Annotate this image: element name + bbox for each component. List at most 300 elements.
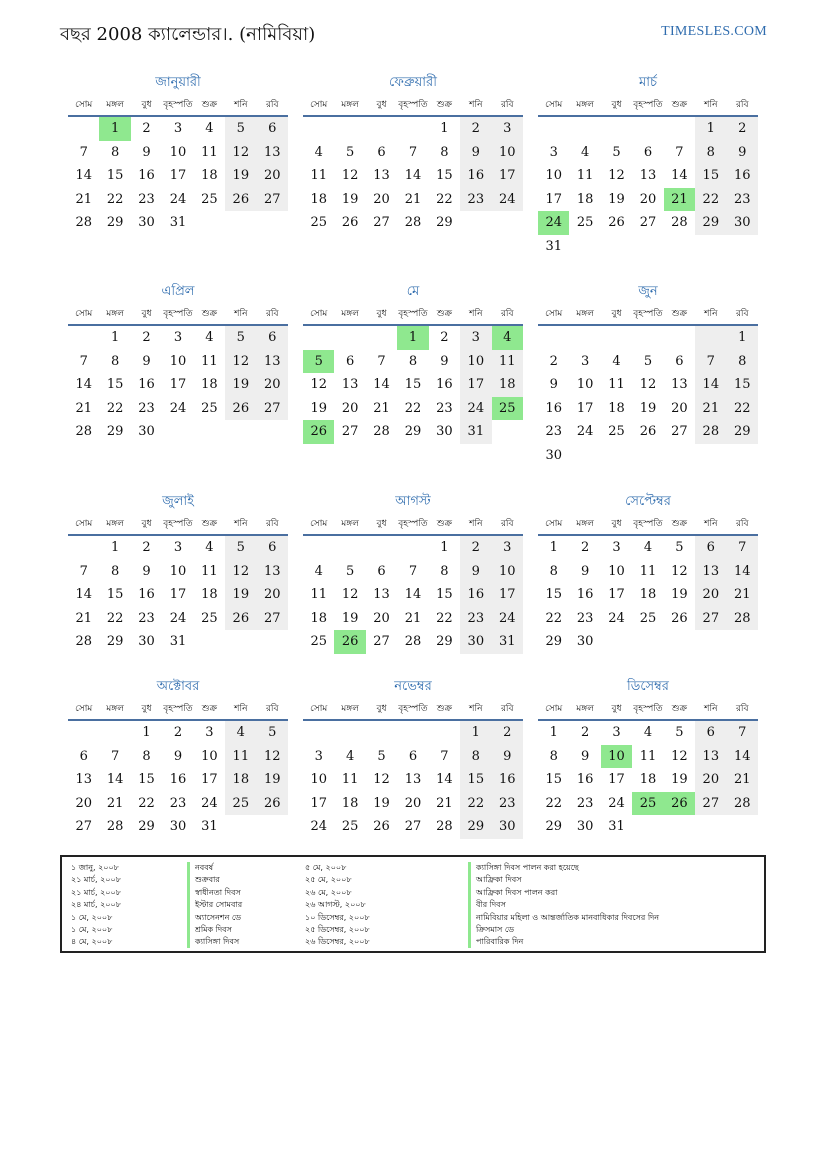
day-cell[interactable]: 26 [639,424,657,440]
day-cell[interactable]: 20 [695,768,726,792]
day-cell[interactable]: 29 [106,424,124,440]
day-cell[interactable]: 1 [110,540,120,556]
day-cell[interactable]: 6 [257,535,288,560]
day-cell[interactable]: 20 [257,373,288,397]
day-cell[interactable]: 20 [404,795,422,811]
day-cell[interactable]: 5 [643,353,653,369]
day-cell[interactable]: 8 [460,745,491,769]
day-cell[interactable]: 18 [310,191,327,207]
day-cell[interactable]: 23 [169,795,187,811]
day-cell[interactable]: 6 [257,116,288,141]
day-cell[interactable]: 7 [440,748,449,764]
day-cell[interactable]: 4 [345,748,355,764]
day-cell[interactable]: 26 [373,819,390,835]
day-cell[interactable]: 28 [404,634,422,650]
day-cell[interactable]: 18 [639,587,657,603]
day-cell[interactable]: 14 [75,587,92,603]
day-cell[interactable]: 1 [460,720,491,745]
day-cell[interactable]: 21 [664,188,695,212]
day-cell[interactable]: 8 [408,353,418,369]
day-cell[interactable]: 26 [225,607,256,631]
day-cell[interactable]: 15 [460,768,491,792]
day-cell[interactable]: 16 [576,772,594,788]
day-cell[interactable]: 22 [404,400,422,416]
day-cell[interactable]: 14 [404,168,422,184]
day-cell[interactable]: 4 [205,121,214,137]
day-cell[interactable]: 5 [612,144,621,160]
day-cell[interactable]: 30 [545,447,562,463]
day-cell[interactable]: 2 [142,330,151,346]
day-cell[interactable]: 29 [460,815,491,839]
day-cell[interactable]: 25 [341,819,359,835]
day-cell[interactable]: 2 [580,725,590,741]
day-cell[interactable]: 18 [341,795,359,811]
day-cell[interactable]: 2 [580,540,590,556]
day-cell[interactable]: 7 [79,563,88,579]
day-cell[interactable]: 5 [225,325,256,350]
day-cell[interactable]: 21 [75,400,92,416]
day-cell[interactable]: 18 [310,610,327,626]
day-cell[interactable]: 29 [436,634,453,650]
day-cell[interactable]: 3 [173,540,183,556]
day-cell[interactable]: 3 [205,725,214,741]
day-cell[interactable]: 7 [110,748,120,764]
day-cell[interactable]: 3 [173,121,183,137]
day-cell[interactable]: 4 [643,725,653,741]
day-cell[interactable]: 11 [225,745,256,769]
day-cell[interactable]: 22 [436,610,453,626]
day-cell[interactable]: 4 [492,325,523,350]
day-cell[interactable]: 16 [460,583,491,607]
day-cell[interactable]: 18 [201,168,218,184]
day-cell[interactable]: 21 [727,583,758,607]
day-cell[interactable]: 6 [345,353,355,369]
day-cell[interactable]: 11 [608,377,625,393]
day-cell[interactable]: 21 [106,795,124,811]
day-cell[interactable]: 3 [612,725,621,741]
day-cell[interactable]: 9 [580,563,590,579]
day-cell[interactable]: 29 [404,424,422,440]
day-cell[interactable]: 8 [727,350,758,374]
day-cell[interactable]: 31 [492,630,523,654]
day-cell[interactable]: 14 [75,168,92,184]
day-cell[interactable]: 24 [608,610,625,626]
day-cell[interactable]: 14 [106,772,124,788]
day-cell[interactable]: 16 [169,772,187,788]
day-cell[interactable]: 20 [695,583,726,607]
day-cell[interactable]: 12 [225,350,256,374]
day-cell[interactable]: 8 [110,563,120,579]
day-cell[interactable]: 10 [608,563,625,579]
day-cell[interactable]: 13 [75,772,92,788]
day-cell[interactable]: 14 [727,560,758,584]
day-cell[interactable]: 9 [727,141,758,165]
day-cell[interactable]: 24 [460,397,491,421]
day-cell[interactable]: 1 [110,330,120,346]
day-cell[interactable]: 24 [538,211,569,235]
day-cell[interactable]: 19 [310,400,327,416]
day-cell[interactable]: 28 [695,420,726,444]
day-cell[interactable]: 27 [341,424,359,440]
day-cell[interactable]: 10 [576,377,594,393]
day-cell[interactable]: 6 [695,720,726,745]
day-cell[interactable]: 20 [341,400,359,416]
day-cell[interactable]: 28 [75,424,92,440]
day-cell[interactable]: 27 [257,188,288,212]
day-cell[interactable]: 5 [675,540,684,556]
day-cell[interactable]: 30 [576,634,594,650]
day-cell[interactable]: 14 [727,745,758,769]
day-cell[interactable]: 15 [545,587,562,603]
day-cell[interactable]: 27 [257,607,288,631]
day-cell[interactable]: 1 [549,540,558,556]
day-cell[interactable]: 3 [580,353,590,369]
day-cell[interactable]: 8 [549,748,558,764]
day-cell[interactable]: 15 [138,772,155,788]
day-cell[interactable]: 1 [440,540,449,556]
day-cell[interactable]: 1 [142,725,151,741]
day-cell[interactable]: 26 [225,188,256,212]
day-cell[interactable]: 25 [639,610,657,626]
day-cell[interactable]: 27 [695,792,726,816]
day-cell[interactable]: 2 [460,535,491,560]
day-cell[interactable]: 7 [727,535,758,560]
day-cell[interactable]: 8 [695,141,726,165]
day-cell[interactable]: 5 [225,116,256,141]
day-cell[interactable]: 28 [75,634,92,650]
day-cell[interactable]: 25 [225,792,256,816]
day-cell[interactable]: 10 [492,560,523,584]
day-cell[interactable]: 22 [460,792,491,816]
day-cell[interactable]: 22 [695,188,726,212]
day-cell[interactable]: 9 [173,748,183,764]
day-cell[interactable]: 15 [106,168,124,184]
day-cell[interactable]: 2 [492,720,523,745]
day-cell[interactable]: 5 [377,748,386,764]
day-cell[interactable]: 5 [225,535,256,560]
day-cell[interactable]: 5 [257,720,288,745]
day-cell[interactable]: 31 [545,238,562,254]
day-cell[interactable]: 14 [671,168,688,184]
day-cell[interactable]: 11 [639,563,657,579]
day-cell[interactable]: 15 [404,377,422,393]
day-cell[interactable]: 25 [608,424,625,440]
day-cell[interactable]: 4 [643,540,653,556]
day-cell[interactable]: 24 [201,795,218,811]
day-cell[interactable]: 28 [75,215,92,231]
day-cell[interactable]: 4 [580,144,590,160]
day-cell[interactable]: 4 [205,330,214,346]
day-cell[interactable]: 19 [341,610,359,626]
day-cell[interactable]: 19 [671,772,688,788]
day-cell[interactable]: 9 [549,377,558,393]
day-cell[interactable]: 19 [225,164,256,188]
day-cell[interactable]: 17 [545,191,562,207]
day-cell[interactable]: 16 [545,400,562,416]
day-cell[interactable]: 13 [695,560,726,584]
day-cell[interactable]: 10 [201,748,218,764]
day-cell[interactable]: 14 [75,377,92,393]
day-cell[interactable]: 19 [341,191,359,207]
day-cell[interactable]: 13 [341,377,359,393]
day-cell[interactable]: 17 [608,772,625,788]
day-cell[interactable]: 30 [576,819,594,835]
day-cell[interactable]: 5 [675,725,684,741]
day-cell[interactable]: 24 [608,795,625,811]
day-cell[interactable]: 9 [492,745,523,769]
day-cell[interactable]: 5 [303,350,334,374]
day-cell[interactable]: 10 [601,745,632,769]
day-cell[interactable]: 10 [310,772,327,788]
day-cell[interactable]: 28 [404,215,422,231]
day-cell[interactable]: 26 [257,792,288,816]
day-cell[interactable]: 9 [580,748,590,764]
day-cell[interactable]: 29 [106,634,124,650]
day-cell[interactable]: 12 [341,587,359,603]
day-cell[interactable]: 2 [142,121,151,137]
day-cell[interactable]: 11 [492,350,523,374]
day-cell[interactable]: 7 [408,144,418,160]
day-cell[interactable]: 14 [695,373,726,397]
day-cell[interactable]: 20 [373,191,390,207]
day-cell[interactable]: 13 [695,745,726,769]
day-cell[interactable]: 12 [257,745,288,769]
day-cell[interactable]: 5 [345,563,355,579]
day-cell[interactable]: 9 [142,563,151,579]
day-cell[interactable]: 3 [612,540,621,556]
day-cell[interactable]: 16 [492,768,523,792]
day-cell[interactable]: 23 [460,188,491,212]
day-cell[interactable]: 3 [173,330,183,346]
day-cell[interactable]: 12 [608,168,625,184]
day-cell[interactable]: 24 [492,607,523,631]
day-cell[interactable]: 16 [727,164,758,188]
day-cell[interactable]: 18 [639,772,657,788]
day-cell[interactable]: 8 [142,748,151,764]
day-cell[interactable]: 17 [169,377,187,393]
day-cell[interactable]: 3 [460,325,491,350]
day-cell[interactable]: 8 [110,353,120,369]
day-cell[interactable]: 21 [727,768,758,792]
day-cell[interactable]: 4 [314,563,323,579]
day-cell[interactable]: 31 [460,420,491,444]
day-cell[interactable]: 27 [639,215,657,231]
day-cell[interactable]: 1 [440,121,449,137]
day-cell[interactable]: 24 [169,191,187,207]
day-cell[interactable]: 12 [341,168,359,184]
day-cell[interactable]: 20 [257,583,288,607]
day-cell[interactable]: 30 [727,211,758,235]
day-cell[interactable]: 6 [377,563,386,579]
day-cell[interactable]: 21 [436,795,453,811]
day-cell[interactable]: 14 [436,772,453,788]
day-cell[interactable]: 20 [75,795,92,811]
day-cell[interactable]: 3 [492,535,523,560]
day-cell[interactable]: 22 [727,397,758,421]
day-cell[interactable]: 26 [671,610,688,626]
day-cell[interactable]: 19 [671,587,688,603]
day-cell[interactable]: 4 [612,353,621,369]
day-cell[interactable]: 27 [671,424,688,440]
day-cell[interactable]: 3 [314,748,323,764]
day-cell[interactable]: 1 [695,116,726,141]
day-cell[interactable]: 31 [169,634,187,650]
day-cell[interactable]: 13 [671,377,688,393]
day-cell[interactable]: 24 [492,188,523,212]
day-cell[interactable]: 28 [727,607,758,631]
day-cell[interactable]: 12 [225,560,256,584]
day-cell[interactable]: 24 [576,424,594,440]
day-cell[interactable]: 16 [138,168,155,184]
day-cell[interactable]: 11 [341,772,359,788]
day-cell[interactable]: 31 [201,819,218,835]
day-cell[interactable]: 23 [138,191,155,207]
day-cell[interactable]: 23 [492,792,523,816]
day-cell[interactable]: 1 [727,325,758,350]
day-cell[interactable]: 25 [201,400,218,416]
day-cell[interactable]: 2 [173,725,183,741]
day-cell[interactable]: 1 [99,116,130,141]
day-cell[interactable]: 15 [436,168,453,184]
day-cell[interactable]: 18 [201,377,218,393]
day-cell[interactable]: 7 [675,144,684,160]
day-cell[interactable]: 16 [436,377,453,393]
day-cell[interactable]: 10 [545,168,562,184]
day-cell[interactable]: 3 [549,144,558,160]
day-cell[interactable]: 19 [225,583,256,607]
day-cell[interactable]: 7 [408,563,418,579]
day-cell[interactable]: 7 [79,144,88,160]
day-cell[interactable]: 5 [345,144,355,160]
day-cell[interactable]: 25 [201,191,218,207]
day-cell[interactable]: 11 [201,144,218,160]
day-cell[interactable]: 17 [169,168,187,184]
day-cell[interactable]: 29 [727,420,758,444]
day-cell[interactable]: 21 [373,400,390,416]
day-cell[interactable]: 25 [310,634,327,650]
day-cell[interactable]: 29 [545,634,562,650]
day-cell[interactable]: 17 [576,400,594,416]
day-cell[interactable]: 11 [639,748,657,764]
day-cell[interactable]: 4 [225,720,256,745]
day-cell[interactable]: 13 [373,168,390,184]
day-cell[interactable]: 15 [545,772,562,788]
day-cell[interactable]: 15 [436,587,453,603]
day-cell[interactable]: 15 [106,587,124,603]
day-cell[interactable]: 2 [142,540,151,556]
day-cell[interactable]: 22 [545,795,562,811]
day-cell[interactable]: 11 [310,587,327,603]
day-cell[interactable]: 30 [169,819,187,835]
day-cell[interactable]: 17 [201,772,218,788]
day-cell[interactable]: 20 [373,610,390,626]
day-cell[interactable]: 15 [106,377,124,393]
day-cell[interactable]: 3 [492,116,523,141]
day-cell[interactable]: 21 [404,191,422,207]
day-cell[interactable]: 28 [436,819,453,835]
day-cell[interactable]: 27 [373,634,390,650]
day-cell[interactable]: 16 [138,377,155,393]
day-cell[interactable]: 4 [314,144,323,160]
day-cell[interactable]: 2 [460,116,491,141]
day-cell[interactable]: 12 [671,563,688,579]
day-cell[interactable]: 16 [460,164,491,188]
day-cell[interactable]: 9 [142,353,151,369]
day-cell[interactable]: 14 [373,377,390,393]
day-cell[interactable]: 22 [436,191,453,207]
day-cell[interactable]: 6 [643,144,653,160]
day-cell[interactable]: 12 [310,377,327,393]
day-cell[interactable]: 21 [695,397,726,421]
day-cell[interactable]: 28 [373,424,390,440]
day-cell[interactable]: 8 [549,563,558,579]
day-cell[interactable]: 25 [310,215,327,231]
day-cell[interactable]: 10 [169,353,187,369]
day-cell[interactable]: 7 [727,720,758,745]
day-cell[interactable]: 30 [138,634,155,650]
day-cell[interactable]: 6 [408,748,418,764]
day-cell[interactable]: 2 [549,353,558,369]
day-cell[interactable]: 27 [404,819,422,835]
day-cell[interactable]: 18 [576,191,594,207]
day-cell[interactable]: 29 [695,211,726,235]
day-cell[interactable]: 22 [545,610,562,626]
day-cell[interactable]: 13 [404,772,422,788]
day-cell[interactable]: 11 [201,563,218,579]
day-cell[interactable]: 14 [404,587,422,603]
day-cell[interactable]: 27 [75,819,92,835]
day-cell[interactable]: 10 [492,141,523,165]
day-cell[interactable]: 23 [576,610,594,626]
day-cell[interactable]: 7 [79,353,88,369]
day-cell[interactable]: 31 [608,819,625,835]
day-cell[interactable]: 29 [138,819,155,835]
day-cell[interactable]: 9 [142,144,151,160]
day-cell[interactable]: 27 [257,397,288,421]
day-cell[interactable]: 10 [169,563,187,579]
day-cell[interactable]: 18 [225,768,256,792]
day-cell[interactable]: 6 [675,353,684,369]
day-cell[interactable]: 24 [169,610,187,626]
day-cell[interactable]: 28 [671,215,688,231]
day-cell[interactable]: 9 [460,141,491,165]
day-cell[interactable]: 23 [576,795,594,811]
day-cell[interactable]: 22 [106,191,124,207]
day-cell[interactable]: 12 [373,772,390,788]
day-cell[interactable]: 24 [169,400,187,416]
day-cell[interactable]: 20 [639,191,657,207]
day-cell[interactable]: 17 [169,587,187,603]
day-cell[interactable]: 11 [310,168,327,184]
day-cell[interactable]: 17 [608,587,625,603]
day-cell[interactable]: 20 [257,164,288,188]
day-cell[interactable]: 30 [138,424,155,440]
day-cell[interactable]: 17 [310,795,327,811]
day-cell[interactable]: 29 [436,215,453,231]
day-cell[interactable]: 25 [201,610,218,626]
site-brand-link[interactable]: TIMESLES.COM [661,24,767,39]
day-cell[interactable]: 6 [79,748,88,764]
day-cell[interactable]: 10 [169,144,187,160]
day-cell[interactable]: 20 [671,400,688,416]
day-cell[interactable]: 7 [695,350,726,374]
day-cell[interactable]: 23 [545,424,562,440]
day-cell[interactable]: 25 [576,215,594,231]
day-cell[interactable]: 26 [303,420,334,444]
day-cell[interactable]: 30 [138,215,155,231]
day-cell[interactable]: 30 [460,630,491,654]
day-cell[interactable]: 23 [138,400,155,416]
